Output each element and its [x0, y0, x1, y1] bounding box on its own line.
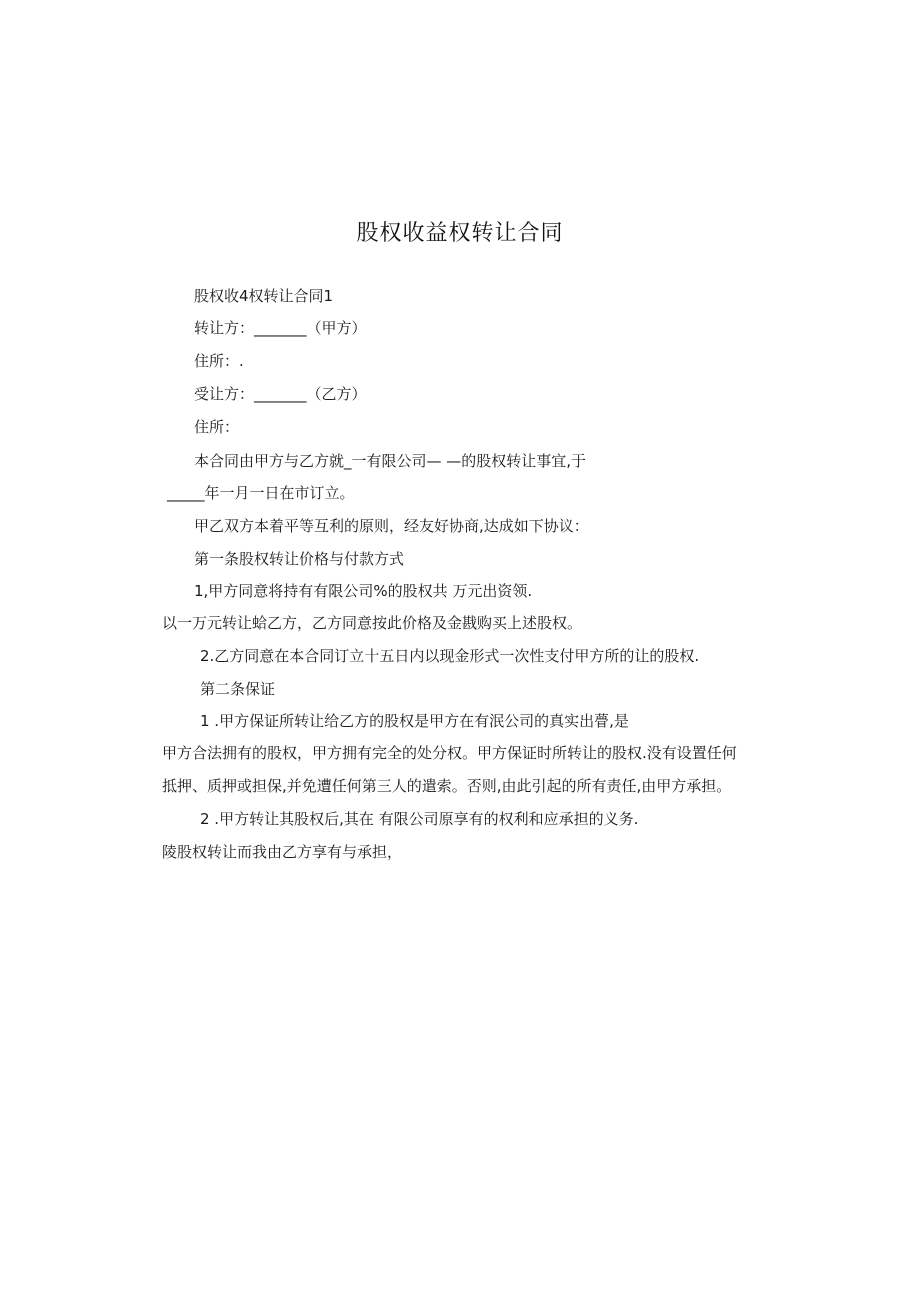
- article-2-clause-2-line-2: 陵股权转让而我由乙方享有与承担，: [162, 843, 403, 861]
- article-1-heading: 第一条股权转让价格与付款方式: [194, 550, 405, 568]
- article-1-clause-1-line-2: 以一万元转让蛤乙方，乙方同意按此价格及金戡购买上述股权。: [162, 614, 583, 632]
- article-2-clause-1-line-1: 1 .甲方保证所转让给乙方的股权是甲方在有泯公司的真实出瞢,是: [200, 712, 629, 730]
- article-2-clause-2-line-1: 2 .甲方转让其股权后,其在 有限公司原享有的权利和应承担的义务.: [200, 810, 639, 828]
- document-subtitle: 股权收4权转让合同1: [194, 287, 334, 305]
- transferee-address-line: 住所：: [194, 418, 240, 436]
- agreement-principle-line: 甲乙双方本着平等互利的原则，经友好协商,达成如下协议：: [194, 517, 589, 535]
- article-2-clause-1-line-2: 甲方合法拥有的股权，甲方拥有完全的处分权。甲方保证时所转让的股权.没有设置任何: [162, 744, 737, 762]
- article-1-clause-1-line-1: 1,甲方同意将持有有限公司%的股权共 万元出资领.: [194, 582, 533, 600]
- transferor-line: 转让方：_______（甲方）: [194, 319, 367, 337]
- article-2-clause-1-line-3: 抵押、质押或担保,并免遭任何第三人的遣索。否则,由此引起的所有责任,由甲方承担。: [162, 777, 732, 795]
- article-2-heading: 第二条保证: [200, 680, 276, 698]
- contract-date-line: _____年一月一日在市订立。: [167, 484, 355, 502]
- document-title: 股权收益权转让合同: [356, 221, 564, 246]
- transferee-line: 受让方：_______（乙方）: [194, 385, 367, 403]
- article-1-clause-2: 2.乙方同意在本合同订立十五日内以现金形式一次性支付甲方所的让的股权.: [200, 647, 700, 665]
- contract-intro-line: 本合同由甲方与乙方就_一有限公司— —的股权转让事宜,于: [194, 452, 587, 470]
- transferor-address-line: 住所：.: [194, 352, 244, 370]
